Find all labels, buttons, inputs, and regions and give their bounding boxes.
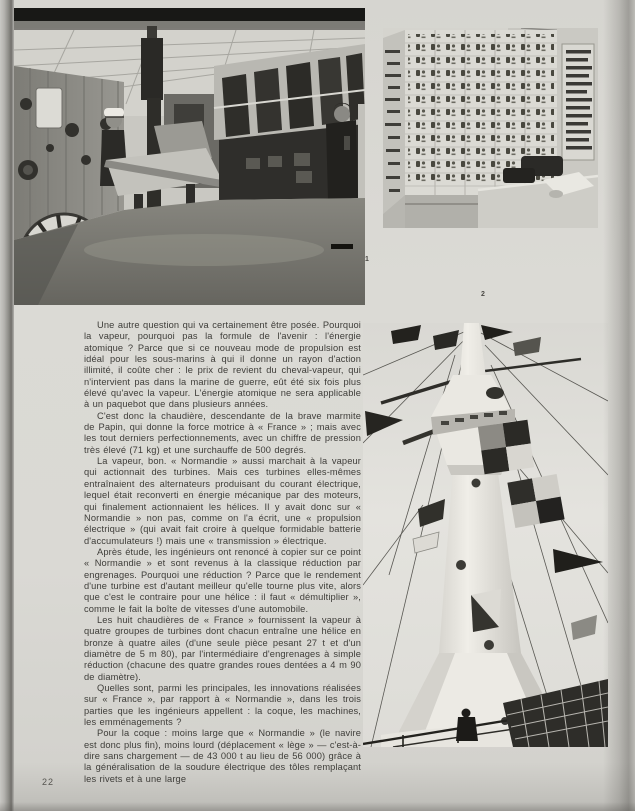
- page-bottom-edge-shadow: [0, 802, 635, 811]
- paragraph-5: Les huit chaudières de « France » fournissent la vapeur à quatre groupes de turbines dont chacun entraîne une hélice en bronze à quatre ailes (d'une seule pièce pesant 27 t et d'un diamètre de 5 m 80), par l'intermédiaire d'engrenages à simple réduction (chacune des quatre grandes roues dentées a 4 m 90 de diamètre).: [84, 614, 361, 682]
- bridge-photo-illustration: [14, 8, 365, 305]
- page-number: 22: [42, 777, 55, 787]
- mast-photo: [363, 323, 608, 747]
- paragraph-3: La vapeur, bon. « Normandie » aussi marchait à la vapeur qui actionnait des turbines. Mais ces turbines elles-mêmes entraînaient des alternateurs produisant du courant électrique, lequel était reconverti en énergie mécanique par des moteurs, qui finalement actionnaient les hélices. Il y avait donc sur « Normandie » non pas, comme on l'a écrit, une « propulsion électrique » (qui avait fait croire à quelque formidable batterie d'accumulateurs !) mais une « transmission » électrique.: [84, 456, 361, 546]
- figure-number-2: 2: [481, 291, 485, 298]
- switchboard-photo: [383, 28, 598, 228]
- page-right-spine-shadow: [603, 0, 635, 811]
- paragraph-2: C'est donc la chaudière, descendante de la brave marmite de Papin, qui donne la force motrice à « France » ; mais avec les tout derniers perfectionnements, avec un chiffre de pression très élevé (71 kg) et une surchauffe de 500 degrés.: [84, 410, 361, 455]
- mast-photo-illustration: [363, 323, 608, 747]
- paragraph-6: Quelles sont, parmi les principales, les innovations réalisées sur « France », par rapport à « Normandie », dans les trois parties que les ingénieurs appellent : la coque, les machines, les emménagements ?: [84, 683, 361, 728]
- paragraph-4: Après étude, les ingénieurs ont renoncé à copier sur ce point « Normandie » et sont revenus à la classique réduction par engrenages. Pourquoi une réduction ? Parce que le rendement d'une turbine est d'autant meilleur qu'elle tourne plus vite, alors que c'est le contraire pour une hélice : il faut « démultiplier », comme le fait la boîte de vitesses d'une automobile.: [84, 546, 361, 614]
- bridge-photo: [14, 8, 365, 305]
- article-text-column: [84, 320, 361, 785]
- page-left-binding-edge: [0, 0, 14, 811]
- switchboard-photo-illustration: [383, 28, 598, 228]
- paragraph-7: Pour la coque : moins large que « Normandie » (le navire est donc plus fin), moins lourd (déplacement « lège » — c'est-à-dire sans chargement — de 43 000 t au lieu de 56 000) grâce à la généralisation de la soudure électrique des tôles remplaçant les rivets et à une large: [84, 728, 362, 784]
- figure-number-1: 1: [365, 256, 369, 263]
- paragraph-1: Une autre question qui va certainement être posée. Pourquoi la vapeur, pourquoi pas la formule de l'avenir : l'énergie atomique ? Parce que si ce nouveau mode de propulsion est idéal pour les sous-marins à qui il donne un rayon d'action illimité, il coûte cher : le prix de revient du cheval-vapeur, qui n'intervient pas dans la marine de guerre, eût été six fois plus élevé qu'avec la vapeur. L'énergie atomique ne sera applicable à un paquebot que dans plusieurs années.: [84, 320, 361, 410]
